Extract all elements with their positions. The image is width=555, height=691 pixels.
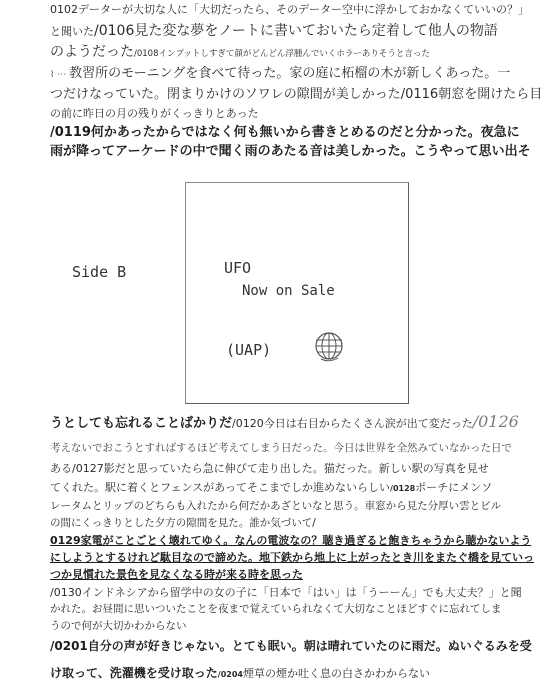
ufo-text: UFO: [224, 259, 252, 277]
entry-0130-cont: かれた。お昼間に思いついたことを夜まで覚えていられなくて大切なことほどすぐに忘れてしま: [50, 603, 502, 615]
entry-0119: /0119何かあったからではなく何も無いから書きとめるのだと分かった。夜急に: [50, 125, 520, 140]
entry-0129: 0129家電がことごとく壊れてゆく。なんの電波なの？聴き過ぎると飽きちゃうから聴かないよう: [50, 534, 532, 547]
entry-0129-cont: にしようとするけれど駄目なので諦めた。地下鉄から地上に上がったとき川をまたぐ橋を見ていっ: [50, 551, 534, 564]
entry-0102: 0102データーが大切な人に「大切だったら、そのデーター空中に浮かしておかなくていいの？」: [50, 3, 529, 16]
entry-0106: と聞いた/0106見た変な夢をノートに書いておいたら定着して他人の物語: [50, 23, 498, 39]
entry-0127-cont: てくれた。駅に着くとフェンスがあってそこまでしか進めないらしい/0128ポーチにメンソ: [50, 481, 493, 494]
entry-0128: レータムとリップのどちらも入れたから何だかあざといなと思う。車窓から見た分厚い雲とビル: [50, 500, 502, 512]
entry-0127: ある/0127影だと思っていたら急に伸びて走り出した。猫だった。新しい駅の写真を見せ: [50, 462, 489, 475]
globe-drawing: [313, 329, 345, 363]
entry-0119-cont: 雨が降ってアーケードの中で聞く雨のあたる音は美しかった。こうやって思い出そ: [50, 144, 531, 159]
entry-0108: のようだった/0108インプットしすぎて顔がどんどん浮腫んでいくホラーありそうと言った: [50, 44, 430, 60]
now-on-sale-text: Now on Sale: [242, 283, 335, 299]
entry-0120: うとしても忘れることばかりだ/0120今日は右目からたくさん涙が出て変だった/0126: [50, 412, 519, 431]
entry-0130-end: うので何が大切かわからない: [50, 620, 187, 632]
entry-0129-end: つか見慣れた景色を見なくなる時が来る時を思った: [50, 568, 303, 581]
uap-text: (UAP): [226, 341, 272, 359]
entry-driving-school: ⌇ ⋯ 教習所のモーニングを食べて待った。家の庭に柘榴の木が新しくあった。一: [50, 66, 511, 81]
squiggle-mark: ⌇ ⋯: [50, 70, 70, 80]
entry-0126: 考えないでおこうとすればするほど考えてしまう日だった。今日は世界を全然みていなかった日で: [50, 442, 512, 454]
entry-0116-cont: の前に昨日の月の残りがくっきりとあった: [50, 107, 259, 120]
entry-0116: つだけなっていた。閉まりかけのソワレの隙間が美しかった/0116朝窓を開けたら目: [50, 87, 543, 102]
entry-0204: け取って、洗濯機を受け取った/0204煙草の煙か吐く息の白さかわからない: [50, 666, 430, 680]
entry-0201: /0201自分の声が好きじゃない。とても眠い。朝は晴れていたのに雨だ。ぬいぐるみを受: [50, 639, 532, 653]
record-sleeve-figure: [185, 182, 409, 404]
side-b-label: Side B: [72, 263, 127, 281]
entry-0130: /0130インドネシアから留学中の女の子に「日本で「はい」は「うーーん」でも大丈夫？」と聞: [50, 586, 522, 599]
entry-0128-cont: の間にくっきりとした夕方の隙間を見た。誰か気づいて/: [50, 517, 316, 529]
